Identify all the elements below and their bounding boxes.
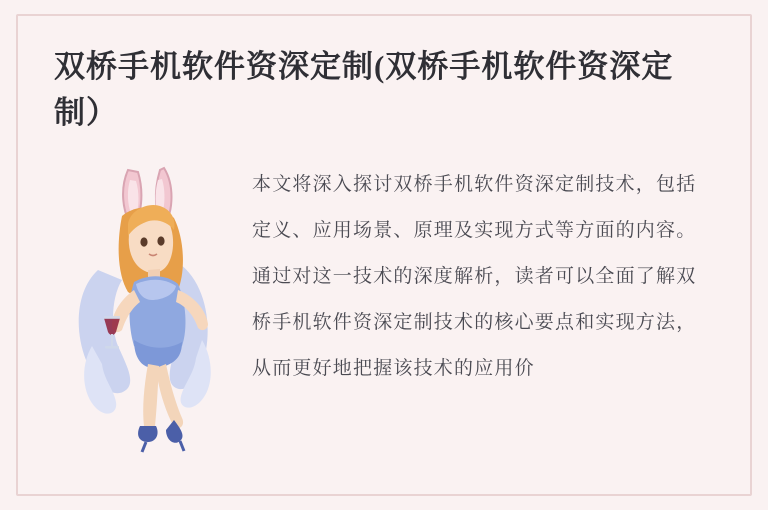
article-content (20, 18, 748, 458)
article-paragraph: 本文将深入探讨双桥手机软件资深定制技术，包括定义、应用场景、原理及实现方式等方面的内容。通过对这一技术的深度解析，读者可以全面了解双桥手机软件资深定制技术的核心要点和实现方法，从而更好地把握该技术的应用价 (252, 174, 697, 379)
article-body-area (54, 158, 714, 458)
page-title: 双桥手机软件资深定制(双桥手机软件资深定制） (54, 49, 674, 130)
bunny-girl-character-illustration (54, 158, 244, 458)
character-svg (56, 150, 246, 460)
